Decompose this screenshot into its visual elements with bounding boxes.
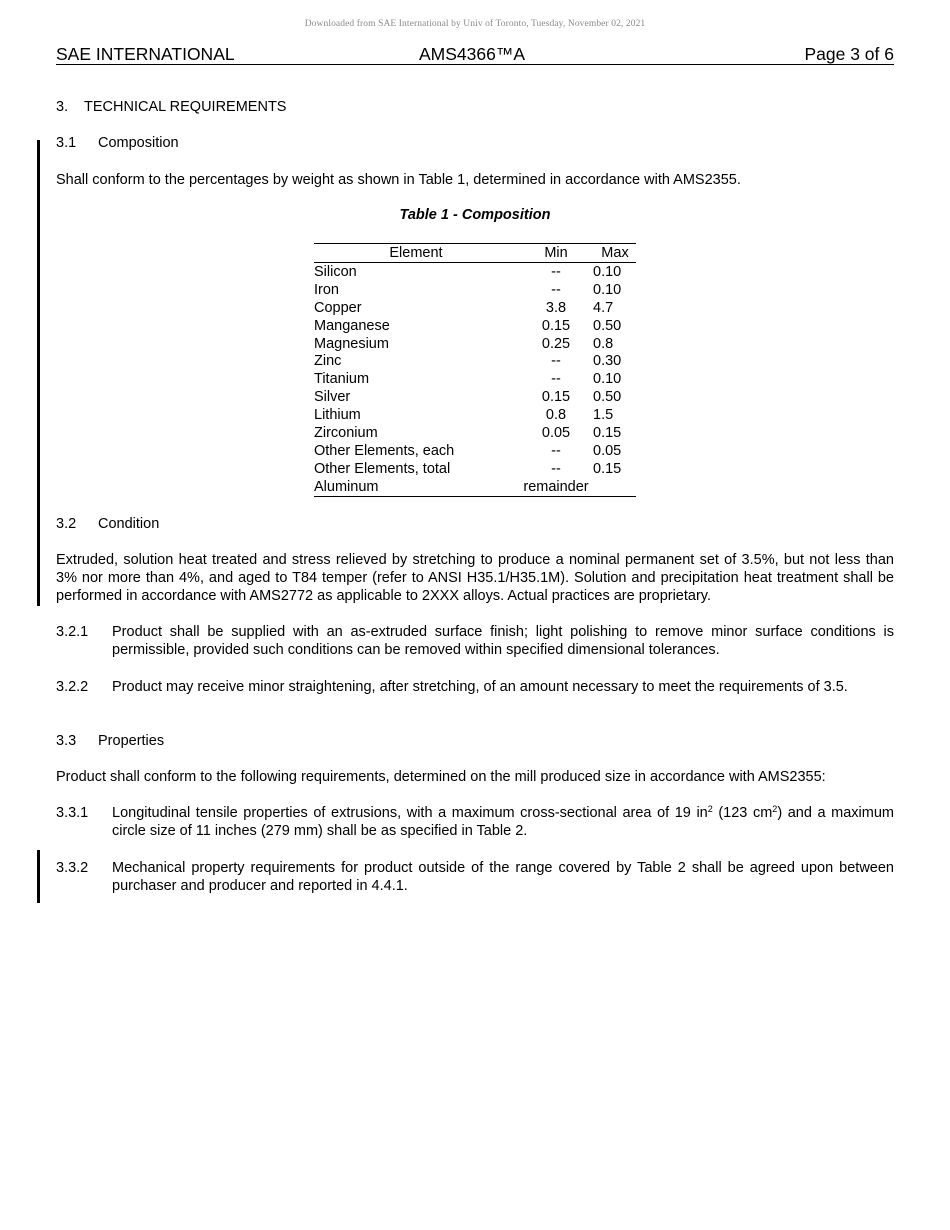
paragraph-text: Product may receive minor straightening, after stretching, of an amount necessary to meet the requirements of 3.5. <box>112 679 848 695</box>
cell-max: 0.8 <box>593 335 614 352</box>
superscript: 2 <box>707 804 713 814</box>
table-row <box>314 442 636 460</box>
header-org: SAE INTERNATIONAL <box>56 44 235 64</box>
table-row <box>314 335 636 353</box>
cell-element: Copper <box>314 299 362 316</box>
cell-min: 0.15 <box>541 317 571 334</box>
header-page-number: Page 3 of 6 <box>804 44 894 64</box>
cell-element: Silicon <box>314 264 357 280</box>
cell-max: 0.30 <box>593 353 622 370</box>
subsection-title: Condition <box>98 516 160 532</box>
table-row <box>314 460 636 478</box>
section-number: 3. <box>56 99 69 115</box>
table-row <box>314 263 636 281</box>
cell-min: -- <box>551 353 561 370</box>
cell-element: Aluminum <box>314 478 379 495</box>
cell-element: Silver <box>314 389 351 406</box>
cell-min: -- <box>551 442 561 459</box>
subsection-number: 3.2 <box>56 516 77 532</box>
text-run: Longitudinal tensile properties of extrusions, with a maximum cross-sectional area of 19 in <box>112 805 708 821</box>
cell-element: Other Elements, each <box>314 442 455 459</box>
table-row <box>314 352 636 370</box>
cell-min: -- <box>551 371 561 388</box>
table-body <box>314 263 636 496</box>
paragraph-text <box>112 804 894 840</box>
cell-min: 0.05 <box>541 425 571 442</box>
text-run: ) and a maximum circle size of 11 inches (279 mm) shall be as specified in Table 2. <box>112 805 894 839</box>
cell-element: Manganese <box>314 317 390 334</box>
cell-min: -- <box>551 460 561 477</box>
cell-min: 0.15 <box>541 389 571 406</box>
page-header <box>56 44 894 65</box>
revision-bar <box>37 850 40 903</box>
superscript: 2 <box>772 804 778 814</box>
composition-table <box>314 243 636 497</box>
section-title: TECHNICAL REQUIREMENTS <box>84 99 287 115</box>
cell-element: Titanium <box>314 371 370 388</box>
table-row <box>314 406 636 424</box>
numbered-paragraph <box>56 678 894 714</box>
cell-element: Iron <box>314 281 339 298</box>
cell-max: 0.50 <box>593 389 622 406</box>
table-row <box>314 388 636 406</box>
cell-element: Other Elements, total <box>314 460 451 477</box>
paragraph-text: Product shall be supplied with an as-extruded surface finish; light polishing to remove minor surface conditions is permissible, provided such conditions can be removed within specified dimensional tolerances. <box>112 624 894 658</box>
subsection-heading <box>56 134 894 152</box>
numbered-paragraph <box>56 623 894 659</box>
table-row <box>314 478 636 496</box>
cell-element: Magnesium <box>314 335 389 352</box>
column-header-max: Max <box>601 245 629 261</box>
header-doc-number: AMS4366™A <box>419 44 526 64</box>
numbered-paragraph <box>56 804 894 840</box>
table-row <box>314 370 636 388</box>
paragraph-number: 3.3.2 <box>56 860 89 876</box>
cell-max: 0.10 <box>593 264 622 280</box>
subsection-number: 3.1 <box>56 135 77 151</box>
table-row <box>314 281 636 299</box>
cell-min: remainder <box>523 478 589 495</box>
cell-min: -- <box>551 264 561 280</box>
cell-max: 0.05 <box>593 442 622 459</box>
subsection-title: Composition <box>98 135 179 151</box>
subsection-title: Properties <box>98 733 165 749</box>
cell-min: 0.25 <box>541 335 571 352</box>
subsection-heading <box>56 732 894 750</box>
download-watermark: Downloaded from SAE International by Univ of Toronto, Tuesday, November 02, 2021 <box>304 19 646 29</box>
column-header-element: Element <box>389 245 443 261</box>
cell-min: 0.8 <box>545 407 567 424</box>
paragraph: Product shall conform to the following requirements, determined on the mill produced size in accordance with AMS2355: <box>56 769 826 785</box>
paragraph-number: 3.2.1 <box>56 624 89 640</box>
cell-max: 0.15 <box>593 425 622 442</box>
cell-element: Zirconium <box>314 425 378 442</box>
cell-element: Zinc <box>314 353 342 370</box>
table-header-row <box>314 244 636 263</box>
cell-max: 0.10 <box>593 371 622 388</box>
paragraph-number: 3.2.2 <box>56 679 89 695</box>
cell-min: 3.8 <box>545 299 567 316</box>
cell-min: -- <box>551 281 561 298</box>
cell-max: 1.5 <box>593 407 614 424</box>
table-title: Table 1 - Composition <box>399 207 551 223</box>
cell-max: 0.10 <box>593 281 622 298</box>
cell-max: 0.50 <box>593 317 622 334</box>
subsection-heading <box>56 515 894 533</box>
section-heading <box>56 98 894 116</box>
paragraph-text: Mechanical property requirements for product outside of the range covered by Table 2 shall be agreed upon between purchaser and producer and reported in 4.4.1. <box>112 860 894 894</box>
cell-element: Lithium <box>314 407 361 424</box>
table-row <box>314 317 636 335</box>
paragraph-number: 3.3.1 <box>56 805 89 821</box>
table-row <box>314 424 636 442</box>
paragraph: Extruded, solution heat treated and stress relieved by stretching to produce a nominal permanent set of 3.5%, but not less than 3% nor more than 4%, and aged to T84 temper (refer to ANSI H35.1/H35.1M). Solution and precipitation heat treatment shall be performed in accordance with AMS2772 as applicable to 2XXX alloys. Actual practices are proprietary. <box>56 552 894 604</box>
paragraph: Shall conform to the percentages by weight as shown in Table 1, determined in accordance with AMS2355. <box>56 172 741 188</box>
text-run: (123 cm <box>712 805 773 821</box>
cell-max: 0.15 <box>593 460 622 477</box>
table-row <box>314 299 636 317</box>
column-header-min: Min <box>544 245 568 261</box>
subsection-number: 3.3 <box>56 733 77 749</box>
numbered-paragraph <box>56 859 894 895</box>
cell-max: 4.7 <box>593 299 614 316</box>
